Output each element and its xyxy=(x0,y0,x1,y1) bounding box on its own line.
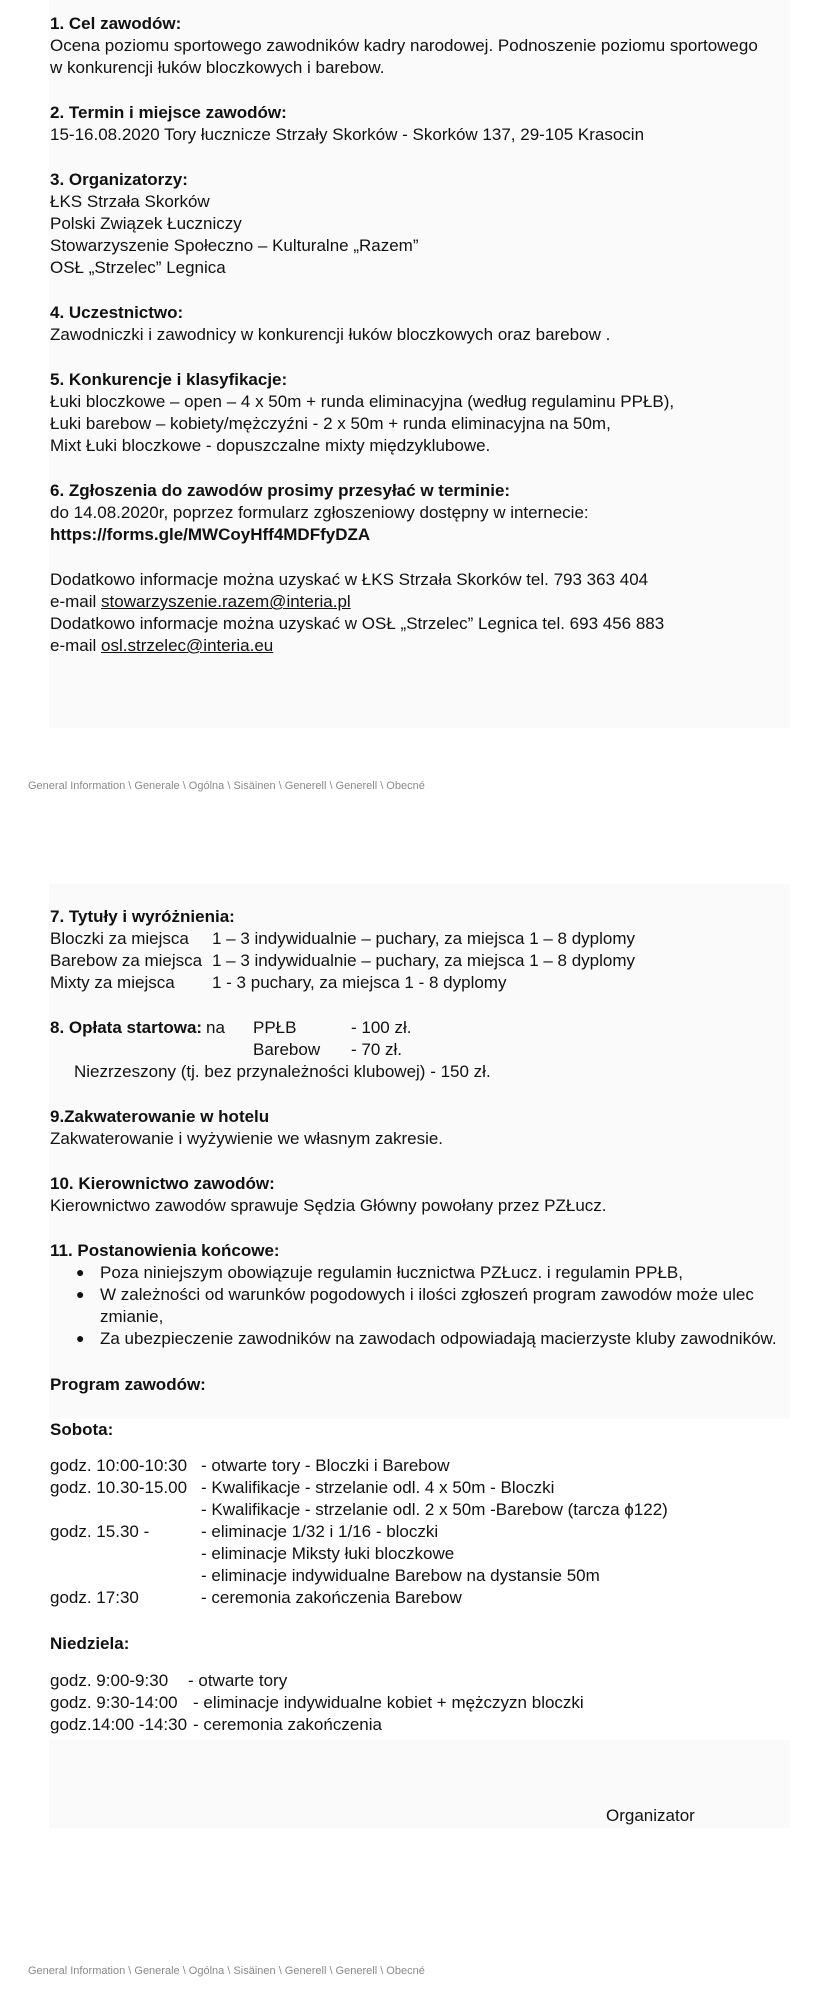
schedule-desc: - eliminacje indywidualne kobiet + mężczyzn bloczki xyxy=(193,1693,584,1712)
bullet-icon: ● xyxy=(76,1330,85,1346)
awards-row-value: 1 – 3 indywidualnie – puchary, za miejsca 1 – 8 dyplomy xyxy=(212,951,636,970)
organizer-item: Polski Związek Łuczniczy xyxy=(50,214,242,233)
schedule-desc: - otwarte tory - Bloczki i Barebow xyxy=(201,1456,450,1475)
schedule-desc: - otwarte tory xyxy=(188,1671,288,1690)
schedule-desc: - ceremonia zakończenia Barebow xyxy=(201,1588,462,1607)
provision-item: zmianie, xyxy=(100,1307,164,1326)
registration-link[interactable]: https://forms.gle/MWCoyHff4MDFfyDZA xyxy=(50,525,371,544)
provision-item: Za ubezpieczenie zawodników na zawodach odpowiadają macierzyste kluby zawodników. xyxy=(100,1329,777,1348)
schedule-desc: - Kwalifikacje - strzelanie odl. 2 x 50m -Barebow (tarcza ϕ122) xyxy=(201,1500,668,1519)
bullet-icon: ● xyxy=(76,1264,85,1280)
program-heading: Program zawodów: xyxy=(50,1375,206,1394)
awards-row-label: Barebow za miejsca xyxy=(50,951,203,970)
contact-info: Dodatkowo informacje można uzyskać w OSŁ „Strzelec” Legnica tel. 693 456 883 xyxy=(50,614,665,633)
email-link[interactable]: stowarzyszenie.razem@interia.pl xyxy=(101,592,351,611)
schedule-desc: - eliminacje 1/32 i 1/16 - bloczki xyxy=(201,1522,439,1541)
section9-text: Zakwaterowanie i wyżywienie we własnym zakresie. xyxy=(50,1129,444,1148)
section5-heading: 5. Konkurencje i klasyfikacje: xyxy=(50,370,288,389)
section2-heading: 2. Termin i miejsce zawodów: xyxy=(50,103,287,122)
schedule-time: godz. 17:30 xyxy=(50,1588,139,1607)
fee-value: - 70 zł. xyxy=(351,1040,403,1059)
organizer-item: OSŁ „Strzelec” Legnica xyxy=(50,258,226,277)
awards-row-label: Bloczki za miejsca xyxy=(50,929,189,948)
schedule-time: godz. 15.30 - xyxy=(50,1522,150,1541)
schedule-desc: - eliminacje Miksty łuki bloczkowe xyxy=(201,1544,455,1563)
section6-text: do 14.08.2020r, poprzez formularz zgłoszeniowy dostępny w internecie: xyxy=(50,503,589,522)
section4-text: Zawodniczki i zawodnicy w konkurencji łuków bloczkowych oraz barebow . xyxy=(50,325,611,344)
section3-heading: 3. Organizatorzy: xyxy=(50,170,188,189)
section2-text: 15-16.08.2020 Tory łucznicze Strzały Skorków - Skorków 137, 29-105 Krasocin xyxy=(50,125,645,144)
competition-item: Łuki barebow – kobiety/mężczyźni - 2 x 50m + runda eliminacyjna na 50m, xyxy=(50,414,611,433)
section1-text: w konkurencji łuków bloczkowych i barebow. xyxy=(50,58,385,77)
fee-label: PPŁB xyxy=(253,1018,297,1037)
email-link[interactable]: osl.strzelec@interia.eu xyxy=(101,636,274,655)
fee-na: na xyxy=(206,1018,225,1037)
fee-value: - 100 zł. xyxy=(351,1018,412,1037)
awards-row-label: Mixty za miejsca xyxy=(50,973,175,992)
organizer-item: Stowarzyszenie Społeczno – Kulturalne „Razem” xyxy=(50,236,419,255)
schedule-time: godz. 10.30-15.00 xyxy=(50,1478,188,1497)
provision-item: W zależności od warunków pogodowych i ilości zgłoszeń program zawodów może ulec xyxy=(100,1285,754,1304)
awards-row-value: 1 – 3 indywidualnie – puchary, za miejsca 1 – 8 dyplomy xyxy=(212,929,636,948)
fee-label: Barebow xyxy=(253,1040,321,1059)
schedule-time: godz. 9:30-14:00 xyxy=(50,1693,178,1712)
contact-email-line xyxy=(50,635,273,657)
contact-info: Dodatkowo informacje można uzyskać w ŁKS Strzała Skorków tel. 793 363 404 xyxy=(50,570,649,589)
section10-heading: 10. Kierownictwo zawodów: xyxy=(50,1174,275,1193)
section4-heading: 4. Uczestnictwo: xyxy=(50,303,184,322)
page2-footer: General Information \ Generale \ Ogólna \ Sisäinen \ Generell \ Generell \ Obecné xyxy=(28,1965,425,1977)
section1-text: Ocena poziomu sportowego zawodników kadry narodowej. Podnoszenie poziomu sportowego xyxy=(50,36,758,55)
schedule-desc: - Kwalifikacje - strzelanie odl. 4 x 50m - Bloczki xyxy=(201,1478,555,1497)
bullet-icon: ● xyxy=(76,1286,85,1302)
schedule-time: godz.14:00 -14:30 xyxy=(50,1715,188,1734)
awards-row-value: 1 - 3 puchary, za miejsca 1 - 8 dyplomy xyxy=(212,973,507,992)
section1-heading: 1. Cel zawodów: xyxy=(50,14,182,33)
competition-item: Łuki bloczkowe – open – 4 x 50m + runda eliminacyjna (według regulaminu PPŁB), xyxy=(50,392,675,411)
competition-item: Mixt Łuki bloczkowe - dopuszczalne mixty międzyklubowe. xyxy=(50,436,491,455)
provision-item: Poza niniejszym obowiązuje regulamin łucznictwa PZŁucz. i regulamin PPŁB, xyxy=(100,1263,683,1282)
organizer-item: ŁKS Strzała Skorków xyxy=(50,192,210,211)
page1-footer: General Information \ Generale \ Ogólna \ Sisäinen \ Generell \ Generell \ Obecné xyxy=(28,780,425,792)
section9-heading: 9.Zakwaterowanie w hotelu xyxy=(50,1107,270,1126)
schedule-desc: - ceremonia zakończenia xyxy=(193,1715,382,1734)
saturday-heading: Sobota: xyxy=(50,1420,114,1439)
sunday-heading: Niedziela: xyxy=(50,1634,130,1653)
contact-email-line xyxy=(50,591,351,613)
fee-unaffiliated: Niezrzeszony (tj. bez przynależności klubowej) - 150 zł. xyxy=(74,1062,491,1081)
section7-heading: 7. Tytuły i wyróżnienia: xyxy=(50,907,235,926)
schedule-desc: - eliminacje indywidualne Barebow na dystansie 50m xyxy=(201,1566,600,1585)
section11-heading: 11. Postanowienia końcowe: xyxy=(50,1241,280,1260)
section8-heading: 8. Opłata startowa: xyxy=(50,1018,203,1037)
schedule-time: godz. 10:00-10:30 xyxy=(50,1456,188,1475)
section6-heading: 6. Zgłoszenia do zawodów prosimy przesyłać w terminie: xyxy=(50,481,511,500)
organizer-signature: Organizator xyxy=(606,1806,695,1825)
email-prefix: e-mail xyxy=(50,592,102,611)
email-prefix: e-mail xyxy=(50,636,102,655)
section10-text: Kierownictwo zawodów sprawuje Sędzia Główny powołany przez PZŁucz. xyxy=(50,1196,607,1215)
schedule-time: godz. 9:00-9:30 xyxy=(50,1671,169,1690)
